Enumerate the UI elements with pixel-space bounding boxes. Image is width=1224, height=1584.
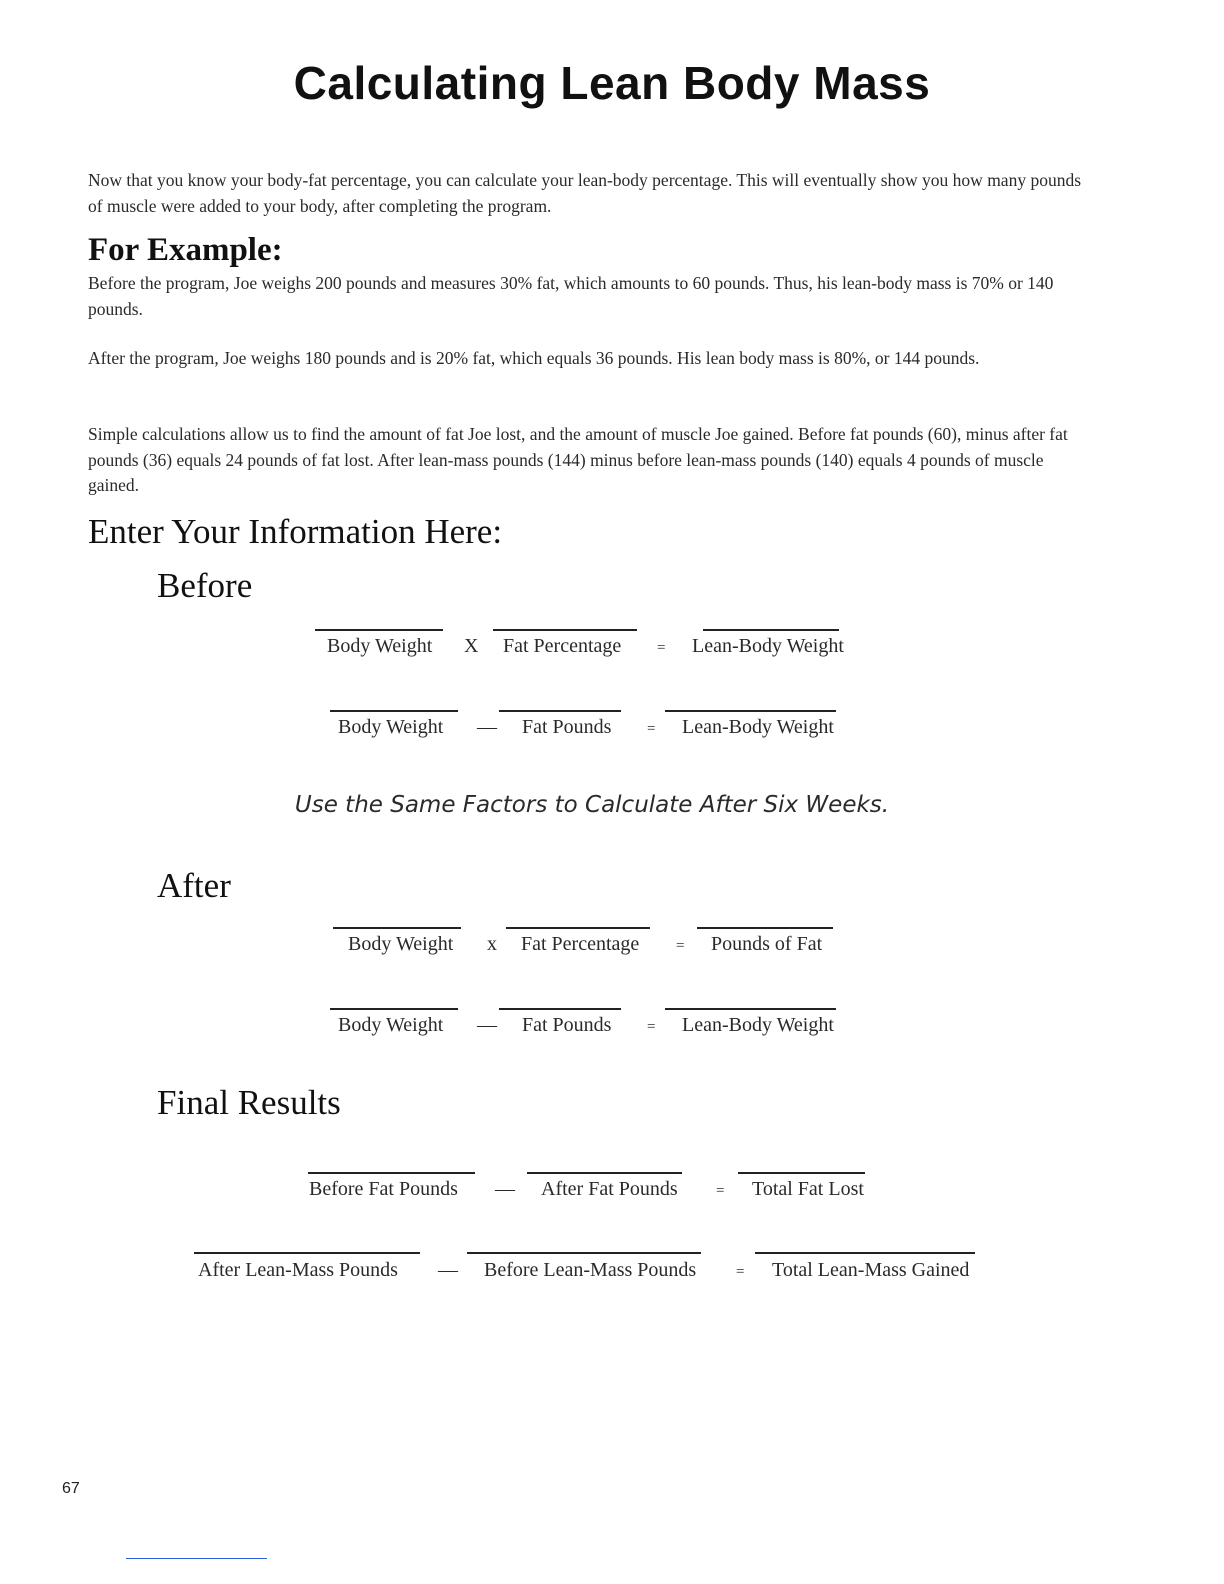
before-fat-pounds-label: Fat Pounds bbox=[522, 716, 612, 738]
equals-sign: = bbox=[647, 1019, 656, 1035]
after-fat-percentage-label: Fat Percentage bbox=[521, 933, 640, 955]
before-lean-mass-pounds-label: Before Lean-Mass Pounds bbox=[484, 1259, 697, 1281]
after-pounds-of-fat-label: Pounds of Fat bbox=[711, 933, 823, 955]
before-fat-percentage-field[interactable] bbox=[493, 629, 637, 631]
before-fat-pounds-field[interactable] bbox=[499, 710, 621, 712]
after-lean-mass-pounds-label: After Lean-Mass Pounds bbox=[198, 1259, 398, 1281]
instruction-note: Use the Same Factors to Calculate After Six Weeks. bbox=[294, 792, 890, 818]
minus-sign: — bbox=[477, 1014, 497, 1036]
after-lean-mass-pounds-field[interactable] bbox=[194, 1252, 420, 1254]
before-lean-body-weight-field[interactable] bbox=[703, 629, 839, 631]
example-paragraph-3: Simple calculations allow us to find the amount of fat Joe lost, and the amount of muscle Joe gained. Before fat pounds (60), minus after fat pounds (36) equals 24 pounds of fat lost. After lean-mass pounds (144) minus before lean-mass pounds (140) equals 4 pounds of muscle gained. bbox=[88, 424, 1068, 495]
example-heading: For Example: bbox=[88, 232, 283, 268]
total-fat-lost-label: Total Fat Lost bbox=[752, 1178, 864, 1200]
enter-info-heading: Enter Your Information Here: bbox=[88, 512, 503, 551]
footer-divider bbox=[126, 1558, 267, 1559]
after-lean-body-weight-label: Lean-Body Weight bbox=[682, 1014, 834, 1036]
before-body-weight-field[interactable] bbox=[315, 629, 443, 631]
before-heading: Before bbox=[157, 566, 253, 605]
example-paragraph-2: After the program, Joe weighs 180 pounds and is 20% fat, which equals 36 pounds. His lean body mass is 80%, or 144 pounds. bbox=[88, 348, 980, 368]
before-fat-percentage-label: Fat Percentage bbox=[503, 635, 622, 657]
before-lean-body-weight-label: Lean-Body Weight bbox=[692, 635, 844, 657]
after-pounds-of-fat-field[interactable] bbox=[697, 927, 833, 929]
before-body-weight-label: Body Weight bbox=[327, 635, 433, 657]
example-paragraph-1: Before the program, Joe weighs 200 pounds and measures 30% fat, which amounts to 60 pounds. Thus, his lean-body mass is 70% or 140 pounds. bbox=[88, 273, 1054, 319]
total-fat-lost-field[interactable] bbox=[738, 1172, 865, 1174]
before-lean-body-weight-field-2[interactable] bbox=[665, 710, 836, 712]
minus-sign: — bbox=[477, 716, 497, 738]
equals-sign: = bbox=[676, 938, 685, 954]
page-number: 67 bbox=[62, 1480, 80, 1497]
equals-sign: = bbox=[736, 1264, 745, 1280]
before-body-weight-label-2: Body Weight bbox=[338, 716, 444, 738]
before-fat-pounds-result-label: Before Fat Pounds bbox=[309, 1178, 458, 1200]
after-body-weight-label: Body Weight bbox=[348, 933, 454, 955]
total-lean-mass-gained-label: Total Lean-Mass Gained bbox=[772, 1259, 970, 1281]
before-lean-body-weight-label-2: Lean-Body Weight bbox=[682, 716, 834, 738]
before-fat-pounds-result-field[interactable] bbox=[308, 1172, 475, 1174]
before-lean-mass-pounds-field[interactable] bbox=[467, 1252, 701, 1254]
total-lean-mass-gained-field[interactable] bbox=[755, 1252, 975, 1254]
minus-sign: — bbox=[495, 1178, 515, 1200]
equals-sign: = bbox=[657, 640, 666, 656]
after-fat-pounds-field[interactable] bbox=[499, 1008, 621, 1010]
equals-sign: = bbox=[716, 1183, 725, 1199]
minus-sign: — bbox=[438, 1259, 458, 1281]
intro-paragraph: Now that you know your body-fat percentage, you can calculate your lean-body percentage. This will eventually show you how many pounds of muscle were added to your body, after completing the program. bbox=[88, 170, 1082, 216]
final-results-heading: Final Results bbox=[157, 1083, 341, 1122]
after-fat-pounds-result-label: After Fat Pounds bbox=[541, 1178, 678, 1200]
after-body-weight-label-2: Body Weight bbox=[338, 1014, 444, 1036]
before-body-weight-field-2[interactable] bbox=[330, 710, 458, 712]
after-fat-pounds-label: Fat Pounds bbox=[522, 1014, 612, 1036]
after-body-weight-field-2[interactable] bbox=[330, 1008, 458, 1010]
after-fat-percentage-field[interactable] bbox=[506, 927, 650, 929]
after-lean-body-weight-field[interactable] bbox=[665, 1008, 836, 1010]
multiply-sign: X bbox=[464, 635, 479, 657]
after-body-weight-field[interactable] bbox=[333, 927, 461, 929]
page-title: Calculating Lean Body Mass bbox=[293, 57, 931, 109]
after-heading: After bbox=[157, 866, 231, 905]
multiply-sign: x bbox=[487, 933, 497, 955]
equals-sign: = bbox=[647, 721, 656, 737]
after-fat-pounds-result-field[interactable] bbox=[527, 1172, 682, 1174]
